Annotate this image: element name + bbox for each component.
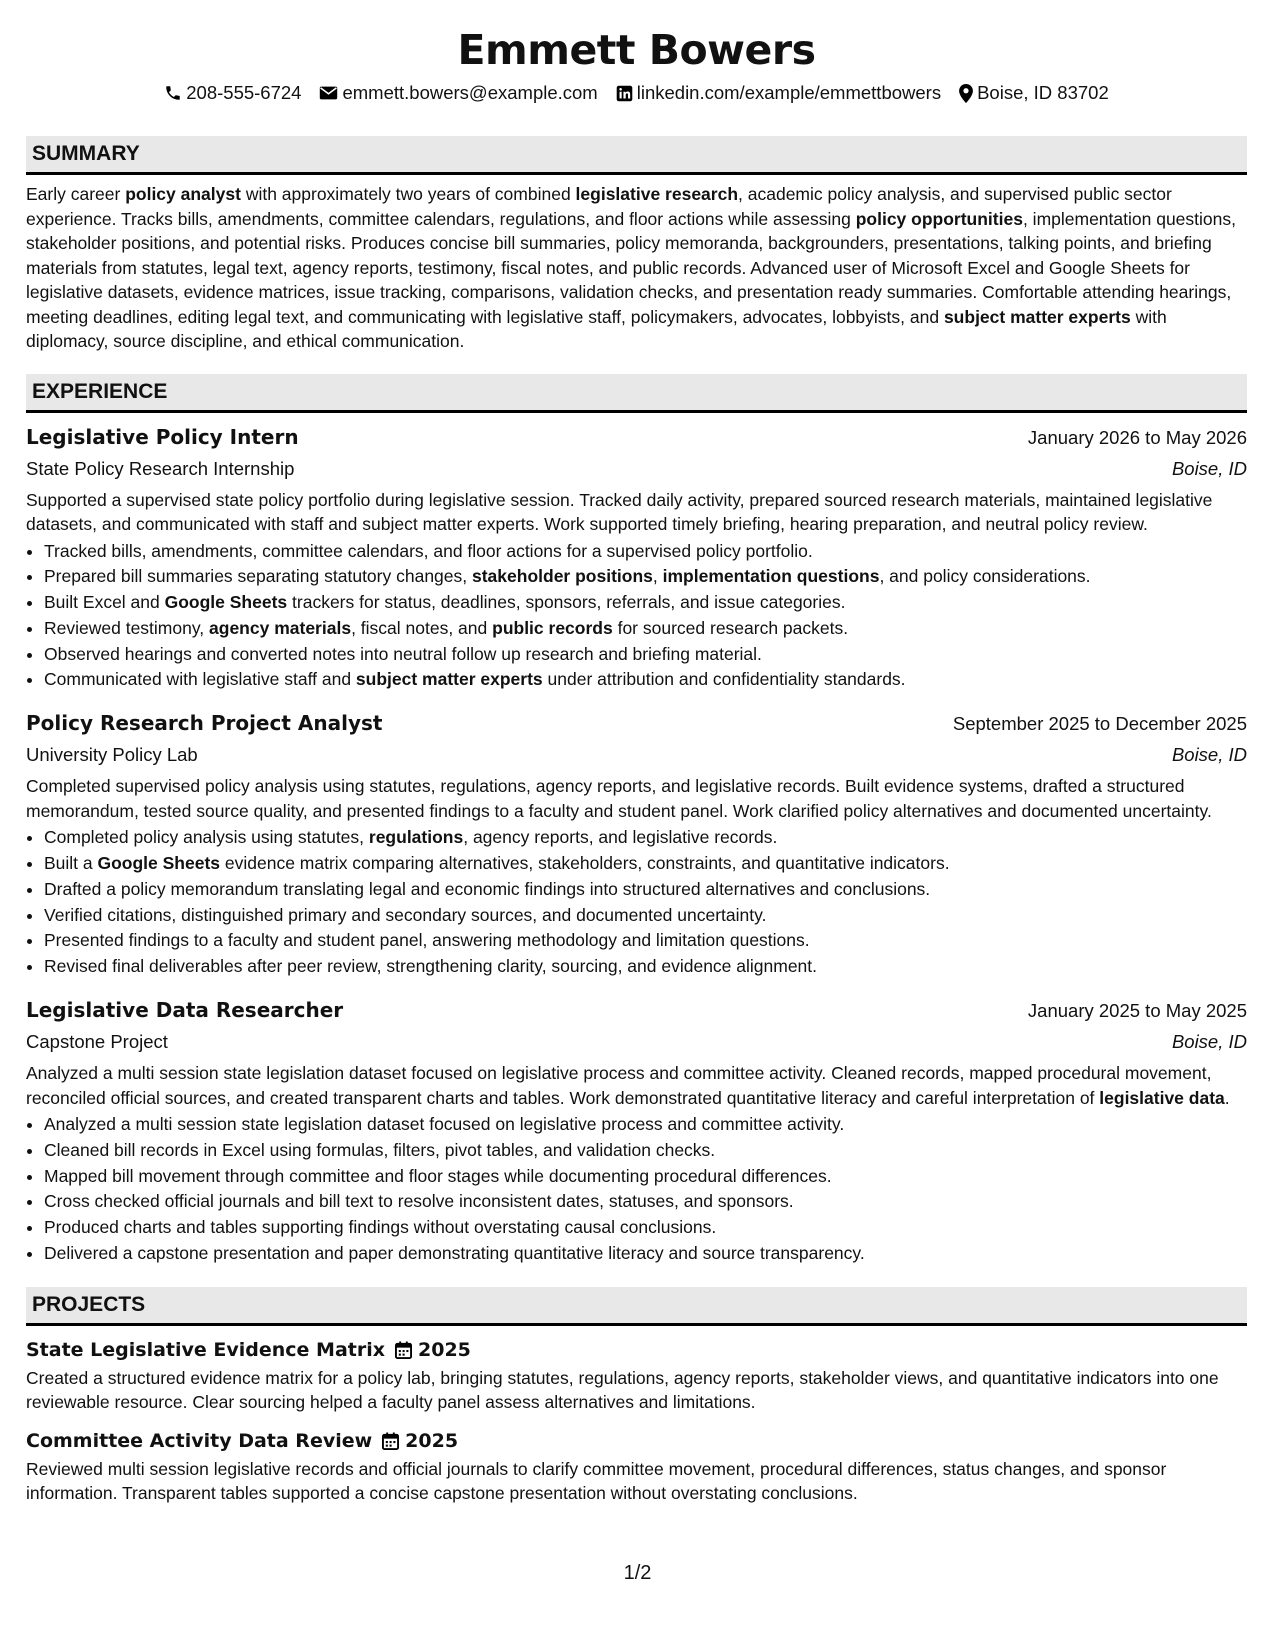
bold-phrase: Google Sheets: [97, 853, 221, 874]
job-dates: January 2025 to May 2025: [1027, 1000, 1247, 1022]
job-bullets: [26, 1112, 1247, 1267]
phone-text: 208-555-6724: [186, 82, 302, 103]
bullet-item: • Delivered a capstone presentation and paper demonstrating quantitative literacy and source transparency.: [44, 1241, 1247, 1267]
experience-heading: EXPERIENCE: [26, 374, 1247, 413]
bullet-item: • Cleaned bill records in Excel using formulas, filters, pivot tables, and validation checks.: [44, 1138, 1247, 1164]
job-bullets: [26, 825, 1247, 980]
bullet-item: • Produced charts and tables supporting findings without overstating causal conclusions.: [44, 1215, 1247, 1241]
project-entry: [26, 1425, 1247, 1506]
bullet-item: • Built a Google Sheets evidence matrix comparing alternatives, stakeholders, constraints, and quantitative indicators.: [44, 851, 1247, 877]
job-title: Legislative Data Researcher: [26, 998, 344, 1023]
job-bullets: [26, 539, 1247, 694]
calendar-icon: [382, 1432, 399, 1450]
project-title: State Legislative Evidence Matrix: [26, 1338, 386, 1361]
page-number: 1/2: [623, 1562, 652, 1584]
bullet-item: • Observed hearings and converted notes into neutral follow up research and briefing material.: [44, 642, 1247, 668]
projects-heading: PROJECTS: [26, 1287, 1247, 1326]
job-entry: [26, 707, 1247, 980]
candidate-name: Emmett Bowers: [457, 26, 816, 74]
summary-text: Early career policy analyst with approximately two years of combined legislative research, academic policy analysis, and supervised public sector experience. Tracks bills, amendments, committee calendars, regulations, and floor actions while assessing policy opportunities, implementation questions, stakeholder positions, and potential risks. Produces concise bill summaries, policy memoranda, backgrounders, presentations, talking points, and briefing materials from statutes, legal text, agency reports, testimony, fiscal notes, and public records. Advanced user of Microsoft Excel and Google Sheets for legislative datasets, evidence matrices, issue tracking, comparisons, validation checks, and presentation ready summaries. Comfortable attending hearings, meeting deadlines, editing legal text, and communicating with legislative staff, policymakers, advocates, lobbyists, and subject matter experts with diplomacy, source discipline, and ethical communication.: [26, 184, 1236, 351]
bold-phrase: Google Sheets: [164, 592, 288, 613]
experience-section: [26, 374, 1247, 1267]
job-organization: State Policy Research Internship: [26, 457, 295, 479]
bold-phrase: legislative data: [1099, 1087, 1225, 1108]
bold-phrase: policy opportunities: [855, 208, 1023, 229]
job-location: Boise, ID: [1171, 457, 1247, 479]
bold-phrase: stakeholder positions: [472, 566, 653, 587]
job-organization: Capstone Project: [26, 1031, 168, 1053]
bullet-item: • Verified citations, distinguished primary and secondary sources, and documented uncertainty.: [44, 903, 1247, 929]
bullet-item: • Revised final deliverables after peer review, strengthening clarity, sourcing, and evidence alignment.: [44, 954, 1247, 980]
bullet-item: • Prepared bill summaries separating statutory changes, stakeholder positions, implementation questions, and policy considerations.: [44, 564, 1247, 590]
bullet-item: • Drafted a policy memorandum translating legal and economic findings into structured alternatives and conclusions.: [44, 877, 1247, 903]
project-title: Committee Activity Data Review: [26, 1429, 373, 1452]
resume-content: [26, 22, 1247, 1506]
job-title: Policy Research Project Analyst: [26, 711, 383, 736]
project-year: 2025: [405, 1429, 459, 1452]
job-dates: January 2026 to May 2026: [1027, 426, 1247, 448]
calendar-icon: [395, 1341, 412, 1359]
job-location: Boise, ID: [1171, 1031, 1247, 1053]
summary-section: [26, 136, 1247, 354]
email-link[interactable]: emmett.bowers@example.com: [342, 82, 598, 103]
bullet-item: • Communicated with legislative staff and subject matter experts under attribution and confidentiality standards.: [44, 667, 1247, 693]
bold-phrase: agency materials: [209, 617, 352, 638]
job-description: Analyzed a multi session state legislation dataset focused on legislative process and committee activity. Cleaned records, mapped procedural movement, reconciled official sources, and created transparent charts and tables. Work demonstrated quantitative literacy and careful interpretation of legislative data.: [26, 1063, 1230, 1108]
bullet-item: • Analyzed a multi session state legislation dataset focused on legislative process and committee activity.: [44, 1112, 1247, 1138]
phone-icon: [164, 84, 182, 102]
bullet-item: • Cross checked official journals and bill text to resolve inconsistent dates, statuses, and sponsors.: [44, 1189, 1247, 1215]
job-description: Supported a supervised state policy portfolio during legislative session. Tracked daily activity, prepared sourced research materials, maintained legislative datasets, and communicated with staff and subject matter experts. Work supported timely briefing, hearing preparation, and neutral policy review.: [26, 489, 1213, 534]
project-entry: [26, 1334, 1247, 1415]
location-text: Boise, ID 83702: [977, 82, 1109, 103]
job-title: Legislative Policy Intern: [26, 424, 299, 449]
job-location: Boise, ID: [1171, 744, 1247, 766]
bullet-item: • Reviewed testimony, agency materials, fiscal notes, and public records for sourced research packets.: [44, 616, 1247, 642]
projects-section: [26, 1287, 1247, 1506]
bullet-item: • Mapped bill movement through committee and floor stages while documenting procedural differences.: [44, 1164, 1247, 1190]
job-organization: University Policy Lab: [26, 744, 198, 766]
contact-email[interactable]: [319, 80, 597, 106]
project-date: [382, 1425, 458, 1457]
bold-phrase: legislative research: [575, 184, 739, 204]
contact-linkedin[interactable]: [616, 80, 941, 106]
linkedin-icon: [616, 85, 633, 102]
bullet-item: • Presented findings to a faculty and student panel, answering methodology and limitation questions.: [44, 928, 1247, 954]
bold-phrase: public records: [492, 617, 613, 638]
linkedin-link[interactable]: linkedin.com/example/emmettbowers: [636, 82, 942, 103]
bold-phrase: subject matter experts: [355, 669, 543, 690]
job-dates: September 2025 to December 2025: [952, 713, 1247, 735]
job-entry: [26, 994, 1247, 1267]
bullet-item: • Tracked bills, amendments, committee calendars, and floor actions for a supervised policy portfolio.: [44, 539, 1247, 565]
bullet-item: • Completed policy analysis using statutes, regulations, agency reports, and legislative records.: [44, 825, 1247, 851]
bold-phrase: implementation questions: [662, 566, 880, 587]
contact-phone: [164, 80, 301, 106]
job-description: Completed supervised policy analysis using statutes, regulations, agency reports, and legislative records. Built evidence systems, drafted a structured memorandum, tested source quality, and presented findings to a faculty and student panel. Work clarified policy alternatives and documented uncertainty.: [26, 776, 1212, 821]
contact-location: [959, 80, 1109, 106]
bold-phrase: regulations: [368, 827, 464, 848]
project-description: Created a structured evidence matrix for a policy lab, bringing statutes, regulations, agency reports, stakeholder views, and quantitative indicators into one reviewable resource. Clear sourcing helped a faculty panel assess alternatives and limitations.: [26, 1367, 1219, 1413]
summary-heading: SUMMARY: [26, 136, 1247, 175]
job-entry: [26, 421, 1247, 694]
bullet-item: • Built Excel and Google Sheets trackers for status, deadlines, sponsors, referrals, and issue categories.: [44, 590, 1247, 616]
bold-phrase: subject matter experts: [943, 306, 1131, 327]
project-description: Reviewed multi session legislative records and official journals to clarify committee movement, procedural differences, status changes, and sponsor information. Transparent tables supported a concise capstone presentation without overstating conclusions.: [26, 1458, 1167, 1504]
map-pin-icon: [959, 84, 973, 103]
bold-phrase: policy analyst: [125, 184, 241, 204]
contact-bar: [26, 80, 1247, 106]
project-year: 2025: [418, 1338, 471, 1361]
project-date: [395, 1334, 471, 1366]
envelope-icon: [319, 85, 338, 101]
